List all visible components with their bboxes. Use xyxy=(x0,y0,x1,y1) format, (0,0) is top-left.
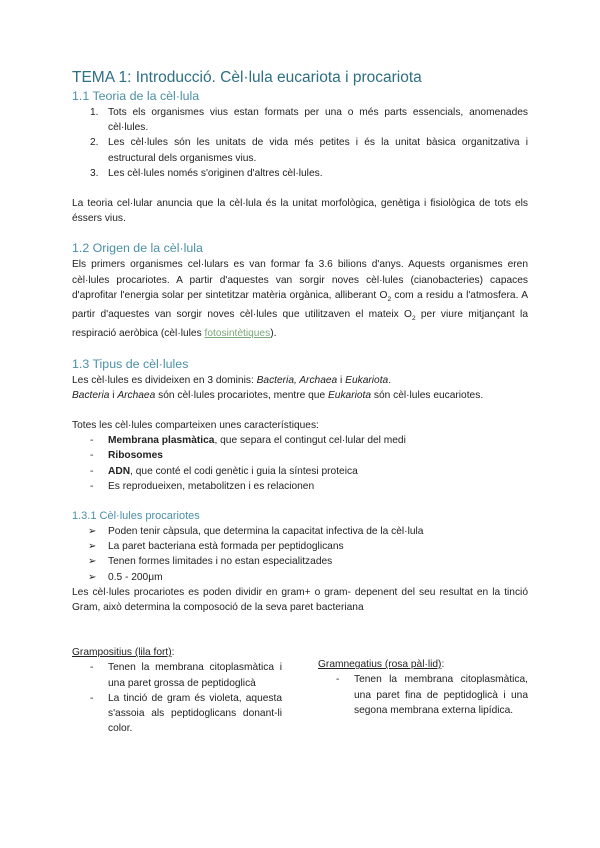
list-item xyxy=(72,135,528,165)
cell-theory-paragraph: La teoria cel·lular anuncia que la cèl·lula és la unitat morfològica, genètiga i fisiològica de tots els éssers vius. xyxy=(72,198,528,225)
grampositius-title: Grampositius (lila fort): xyxy=(72,647,175,659)
list-item: - Membrana plasmàtica, que separa el contingut cel·lular del medi xyxy=(90,435,406,447)
list-item: - Tenen la membrana citoplasmàtica i una paret grossa de peptidoglicà xyxy=(90,662,282,689)
list-item xyxy=(72,166,528,181)
list-number: 3. xyxy=(90,167,99,179)
list-item-text: Les cèl·lules només s'originen d'altres cèl·lules. xyxy=(108,167,323,179)
arrow-bullet-icon: ➢ xyxy=(88,556,97,568)
gram-paragraph: Les cèl·lules procariotes es poden dividir en gram+ o gram- depenent del seu resultat en la tinció Gram, això determina la composoció de la seva paret bacteriana xyxy=(72,586,528,613)
list-item: - Tenen la membrana citoplasmàtica, una paret fina de peptidoglicà i una segona membrana externa lipídica. xyxy=(336,674,528,716)
arrow-bullet-icon: ➢ xyxy=(88,541,97,553)
page-title: TEMA 1: Introducció. Cèl·lula eucariota i procariota xyxy=(72,69,422,86)
list-item: - Ribosomes xyxy=(90,450,163,462)
cell-theory-list xyxy=(72,105,528,181)
shared-features-intro: Totes les cèl·lules comparteixen unes característiques: xyxy=(72,419,319,431)
shared-features-list xyxy=(72,433,528,494)
list-item-text: Tots els organismes vius estan formats per una o més parts essencials, anomenades cèl·lules. xyxy=(108,107,528,134)
section-heading-1-3-1: 1.3.1 Cèl·lules procariotes xyxy=(72,509,200,522)
list-item xyxy=(72,105,528,135)
fotosintetiques-link[interactable]: fotosintètiques xyxy=(204,328,271,340)
list-item-text: Les cèl·lules són les unitats de vida més petites i és la unitat bàsica organitzativa i estructural dels organismes vius. xyxy=(108,137,528,164)
list-number: 1. xyxy=(90,107,99,118)
list-item: ➢ Tenen formes limitades i no estan especialitzades xyxy=(72,554,528,569)
gramnegatius-title: Gramnegatius (rosa pàl·lid): xyxy=(318,659,445,671)
prokaryote-features-list xyxy=(72,524,528,585)
domains-line: Les cèl·lules es divideixen en 3 dominis: Bacteria, Archaea i Eukariota. xyxy=(72,374,392,386)
list-number: 2. xyxy=(90,137,99,149)
gram-columns xyxy=(72,645,528,745)
document-page xyxy=(72,68,528,745)
list-item: - ADN, que conté el codi genètic i guia la síntesi proteica xyxy=(90,465,358,477)
list-item: - La tinció de gram és violeta, aquesta s'assoia als peptidoglicans donant-li color. xyxy=(90,692,282,735)
arrow-bullet-icon: ➢ xyxy=(88,525,97,537)
domains-type-line: Bacteria i Archaea són cèl·lules procariotes, mentre que Eukariota són cèl·lules eucariotes. xyxy=(72,389,484,401)
list-item: ➢ 0.5 - 200μm xyxy=(72,570,528,585)
grampositius-column xyxy=(72,645,282,736)
cell-origin-paragraph: Els primers organismes cel·lulars es van formar fa 3.6 bilions d'anys. Aquests organismes eren cèl·lules procariotes. A partir d'aquestes van sorgir noves cèl·lules (cianobacteries) capaces d'aprofitar l'energia solar per sintetitzar matèria orgànica, alliberant $O_2$ com a residu a l'atmosfera. A partir d'aquestes van sorgir noves cèl·lules que utilitzaven el mateix $O_2$ per viure mitjançant la respiració aeròbica (cèl·lules fotosintètiques). xyxy=(72,259,528,340)
section-heading-1-1: 1.1 Teoria de la cèl·lula xyxy=(72,89,200,103)
section-heading-1-2: 1.2 Origen de la cèl·lula xyxy=(72,241,203,256)
arrow-bullet-icon: ➢ xyxy=(88,571,97,583)
section-heading-1-3: 1.3 Tipus de cèl·lules xyxy=(72,356,189,371)
list-item: - Es reprodueixen, metabolitzen i es relacionen xyxy=(90,480,315,492)
list-item: ➢ La paret bacteriana està formada per peptidoglicans xyxy=(72,539,528,554)
list-item: ➢ Poden tenir càpsula, que determina la capacitat infectiva de la cèl·lula xyxy=(72,524,528,539)
gramnegatius-column xyxy=(318,657,528,718)
